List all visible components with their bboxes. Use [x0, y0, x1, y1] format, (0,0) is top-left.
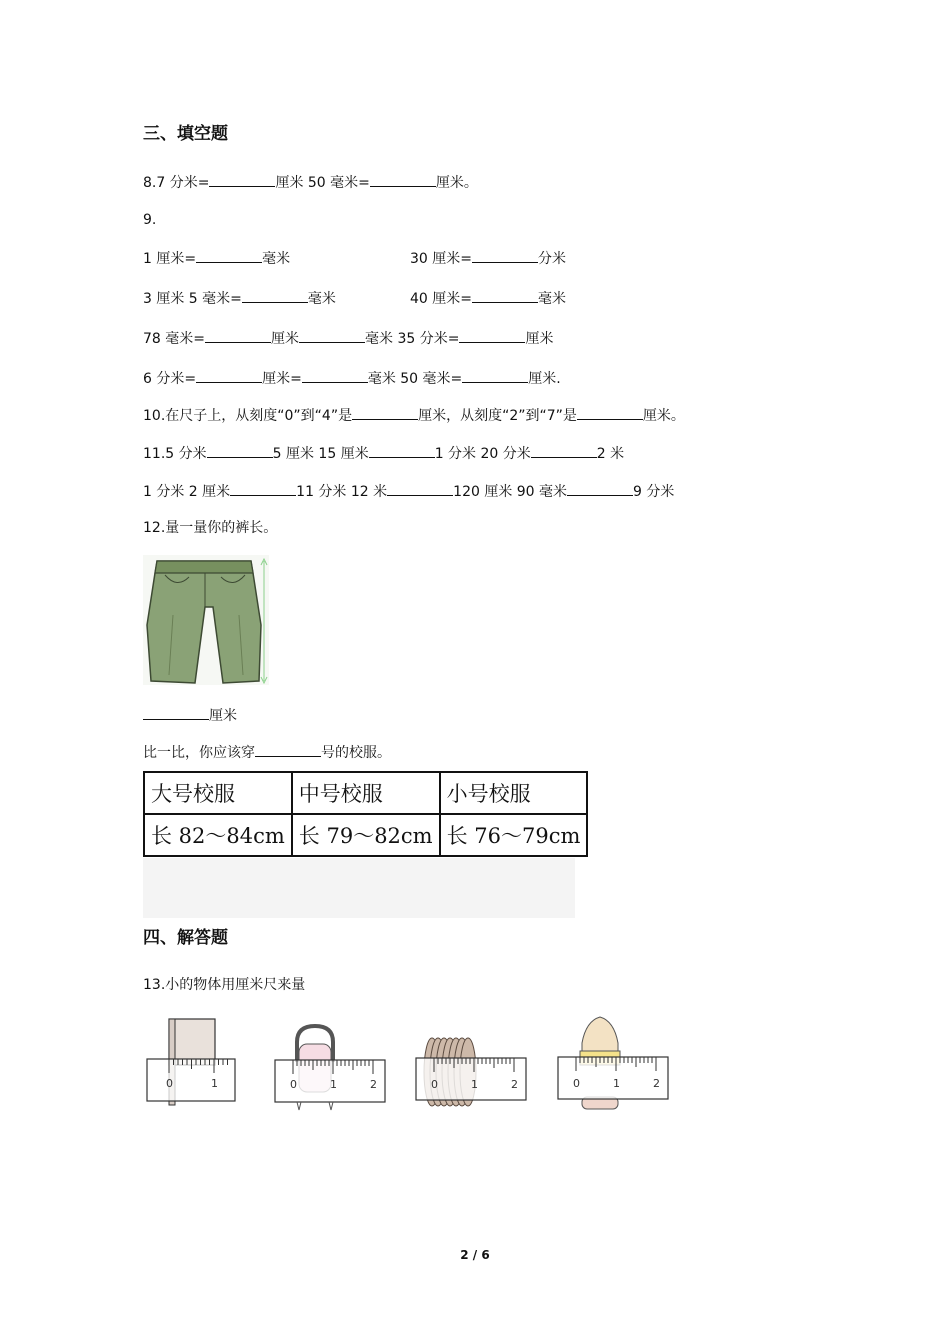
uniform-size-table — [143, 771, 588, 857]
question-8 — [143, 172, 478, 193]
q9-r3-b: 厘米 — [271, 331, 299, 347]
pants-figure — [143, 555, 269, 685]
answer-blank[interactable] — [567, 481, 633, 496]
table-row — [144, 772, 587, 814]
answer-blank[interactable] — [352, 405, 418, 420]
question-12: 12.量一量你的裤长。 — [143, 520, 278, 536]
q11-r2-c: 120 厘米 90 毫米 — [453, 484, 568, 500]
q9-r1-a: 1 厘米= — [143, 251, 197, 267]
q9-r4-a: 6 分米= — [143, 371, 197, 387]
ruler-label-1: 1 — [211, 1077, 218, 1090]
q11-row-2 — [143, 481, 674, 502]
q12-compare — [143, 742, 391, 763]
ruler-with-coins-figure — [414, 1032, 530, 1116]
ruler-label-0: 0 — [166, 1077, 173, 1090]
question-9-number: 9. — [143, 212, 157, 228]
ruler-label-2: 2 — [370, 1078, 377, 1091]
table-row — [144, 814, 587, 856]
q9-r2-d: 毫米 — [538, 291, 566, 307]
q9-row-2 — [143, 288, 643, 309]
answer-blank[interactable] — [387, 481, 453, 496]
q11-r2-a: 1 分米 2 厘米 — [143, 484, 231, 500]
answer-blank[interactable] — [370, 172, 436, 187]
ruler-label-2: 2 — [511, 1078, 518, 1091]
q9-r1-d: 分米 — [538, 251, 566, 267]
answer-blank[interactable] — [472, 248, 538, 263]
question-10 — [143, 405, 685, 426]
q9-row-3 — [143, 328, 553, 349]
q11-r1-b: 5 厘米 15 厘米 — [272, 446, 369, 462]
ruler-label-1: 1 — [471, 1078, 478, 1091]
q12-unit: 厘米 — [209, 708, 237, 724]
q11-row-1 — [143, 443, 624, 464]
answer-blank[interactable] — [209, 172, 275, 187]
q10-c: 厘米。 — [642, 408, 685, 424]
q8-part-a: 8.7 分米= — [143, 175, 210, 191]
section3-title: 三、填空题 — [143, 124, 228, 144]
table-shadow-area — [143, 858, 575, 918]
q9-r4-d: 厘米. — [528, 371, 561, 387]
answer-blank[interactable] — [230, 481, 296, 496]
answer-blank[interactable] — [242, 288, 308, 303]
answer-blank[interactable] — [255, 742, 321, 757]
ruler-label-0: 0 — [573, 1077, 580, 1090]
answer-blank[interactable] — [205, 328, 271, 343]
q10-a: 10.在尺子上，从刻度“0”到“4”是 — [143, 408, 353, 424]
q11-r1-c: 1 分米 20 分米 — [434, 446, 531, 462]
answer-blank[interactable] — [207, 443, 273, 458]
q9-r2-a: 3 厘米 5 毫米= — [143, 291, 242, 307]
answer-blank[interactable] — [472, 288, 538, 303]
ruler-label-0: 0 — [290, 1078, 297, 1091]
ruler-with-lock-figure — [273, 1022, 389, 1116]
q9-r3-d: 厘米 — [525, 331, 554, 347]
question-13: 13.小的物体用厘米尺来量 — [143, 977, 306, 993]
q9-r1-b: 毫米 — [262, 251, 291, 267]
q8-part-b: 厘米 50 毫米= — [275, 175, 370, 191]
section4-title: 四、解答题 — [143, 928, 228, 948]
q9-row-1 — [143, 248, 643, 269]
answer-blank[interactable] — [369, 443, 435, 458]
q11-r2-b: 11 分米 12 米 — [296, 484, 388, 500]
q9-r1-c: 30 厘米= — [410, 251, 472, 267]
answer-blank[interactable] — [143, 705, 209, 720]
q10-b: 厘米，从刻度“2”到“7”是 — [418, 408, 577, 424]
q12-compare-b: 号的校服。 — [321, 745, 391, 761]
q12-answer-line — [143, 705, 237, 726]
table-header-cell: 小号校服 — [440, 772, 588, 814]
table-cell: 长 82～84cm — [144, 814, 292, 856]
answer-blank[interactable] — [196, 368, 262, 383]
q9-r3-c: 毫米 35 分米= — [365, 331, 460, 347]
q9-r2-b: 毫米 — [307, 291, 336, 307]
q9-r3-a: 78 毫米= — [143, 331, 205, 347]
table-cell: 长 76～79cm — [440, 814, 588, 856]
answer-blank[interactable] — [302, 368, 368, 383]
ruler-label-0: 0 — [431, 1078, 438, 1091]
answer-blank[interactable] — [459, 328, 525, 343]
ruler-label-1: 1 — [613, 1077, 620, 1090]
ruler-with-block-figure — [145, 1015, 237, 1107]
ruler-label-2: 2 — [653, 1077, 660, 1090]
answer-blank[interactable] — [299, 328, 365, 343]
q9-r4-b: 厘米= — [262, 371, 302, 387]
q11-r1-a: 11.5 分米 — [143, 446, 207, 462]
table-header-cell: 大号校服 — [144, 772, 292, 814]
page-number: 2 / 6 — [460, 1248, 490, 1262]
q8-part-c: 厘米。 — [435, 175, 478, 191]
ruler-label-1: 1 — [330, 1078, 337, 1091]
q9-r2-c: 40 厘米= — [410, 291, 472, 307]
q9-row-4 — [143, 368, 561, 389]
answer-blank[interactable] — [531, 443, 597, 458]
ruler-with-bottle-figure — [556, 1013, 672, 1117]
table-header-cell: 中号校服 — [292, 772, 440, 814]
q11-r2-d: 9 分米 — [633, 484, 675, 500]
q11-r1-d: 2 米 — [596, 446, 625, 462]
table-cell: 长 79～82cm — [292, 814, 440, 856]
q12-compare-a: 比一比，你应该穿 — [143, 745, 255, 761]
answer-blank[interactable] — [196, 248, 262, 263]
q9-r4-c: 毫米 50 毫米= — [367, 371, 463, 387]
answer-blank[interactable] — [462, 368, 528, 383]
answer-blank[interactable] — [577, 405, 643, 420]
